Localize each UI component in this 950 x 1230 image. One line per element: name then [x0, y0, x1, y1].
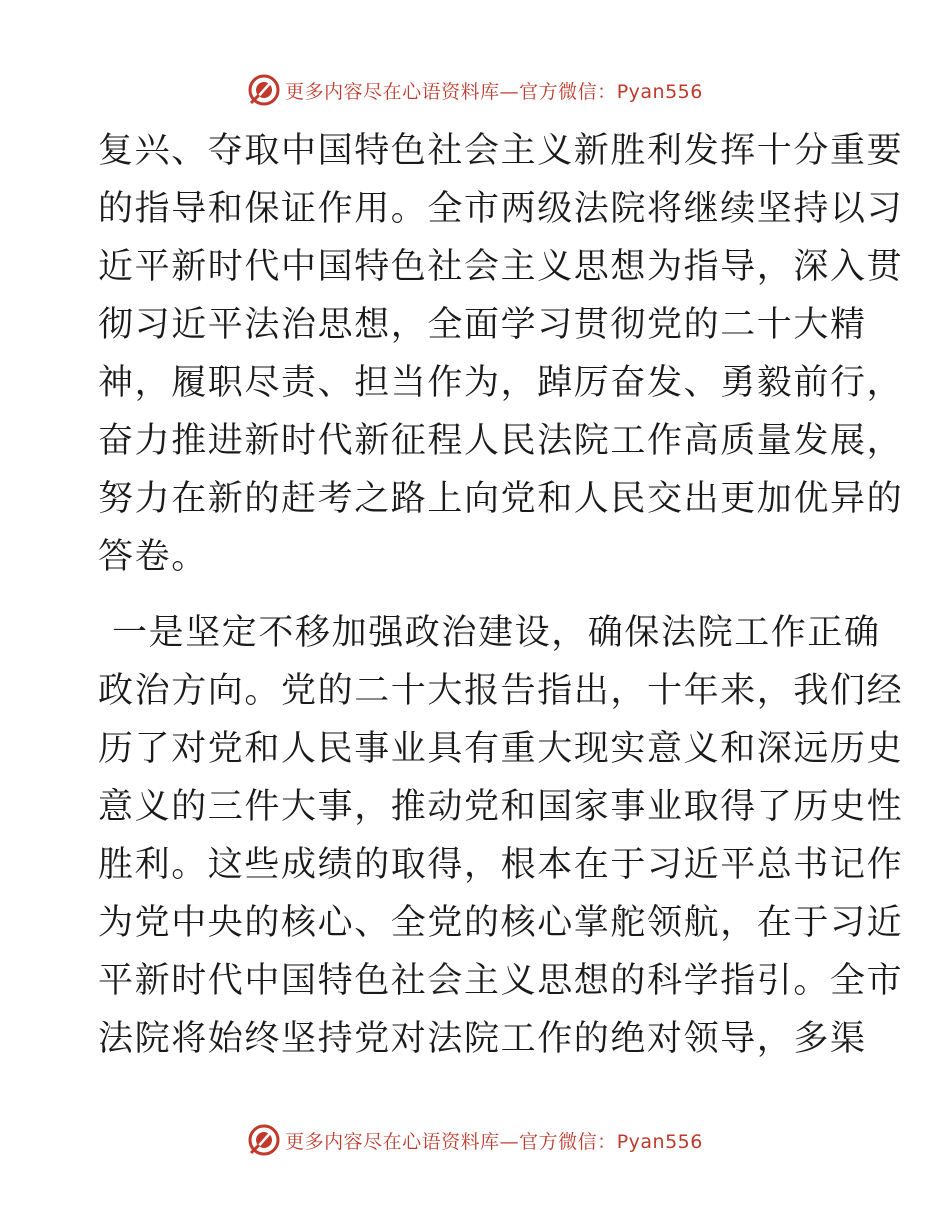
text-line: 奋力推进新时代新征程人民法院工作高质量发展， — [98, 421, 904, 461]
header-banner-text — [285, 77, 703, 104]
text-line: 意义的三件大事，推动党和国家事业取得了历史性 — [98, 787, 904, 827]
footer-wechat-label: 官方微信： — [519, 1130, 617, 1153]
text-line: 为党中央的核心、全党的核心掌舵领航，在于习近 — [98, 903, 904, 943]
brand-logo-icon — [247, 73, 281, 107]
header-wechat-label: 官方微信： — [519, 80, 617, 103]
text-line: 答卷。 — [98, 537, 208, 577]
text-line: 的指导和保证作用。全市两级法院将继续坚持以习 — [98, 189, 904, 229]
header-wechat-id: Pyan556 — [616, 80, 703, 103]
text-line: 平新时代中国特色社会主义思想的科学指引。全市 — [98, 961, 904, 1001]
text-line: 神，履职尽责、担当作为，踔厉奋发、勇毅前行， — [98, 363, 904, 403]
header-brand-text: 更多内容尽在心语资料库 — [285, 80, 500, 103]
text-line: 政治方向。党的二十大报告指出，十年来，我们经 — [98, 671, 904, 711]
footer-banner-text — [285, 1127, 703, 1154]
paragraph-2 — [98, 604, 904, 1068]
text-line: 胜利。这些成绩的取得，根本在于习近平总书记作 — [98, 845, 904, 885]
header-watermark-banner — [0, 70, 950, 110]
footer-brand-text: 更多内容尽在心语资料库 — [285, 1130, 500, 1153]
text-line: 近平新时代中国特色社会主义思想为指导，深入贯 — [98, 247, 904, 287]
text-line: 历了对党和人民事业具有重大现实意义和深远历史 — [98, 729, 904, 769]
footer-separator: — — [499, 1130, 520, 1153]
brand-logo-icon — [247, 1123, 281, 1157]
text-line: 彻习近平法治思想，全面学习贯彻党的二十大精 — [98, 305, 867, 345]
paragraph-1 — [98, 122, 904, 586]
header-separator: — — [499, 80, 520, 103]
document-body — [98, 122, 904, 1068]
text-line: 努力在新的赶考之路上向党和人民交出更加优异的 — [98, 479, 904, 519]
footer-wechat-id: Pyan556 — [616, 1130, 703, 1153]
text-line: 复兴、夺取中国特色社会主义新胜利发挥十分重要 — [98, 131, 904, 171]
text-line: 一是坚定不移加强政治建设，确保法院工作正确 — [112, 613, 881, 653]
footer-watermark-banner — [0, 1120, 950, 1160]
text-line: 法院将始终坚持党对法院工作的绝对领导，多渠 — [98, 1019, 867, 1059]
